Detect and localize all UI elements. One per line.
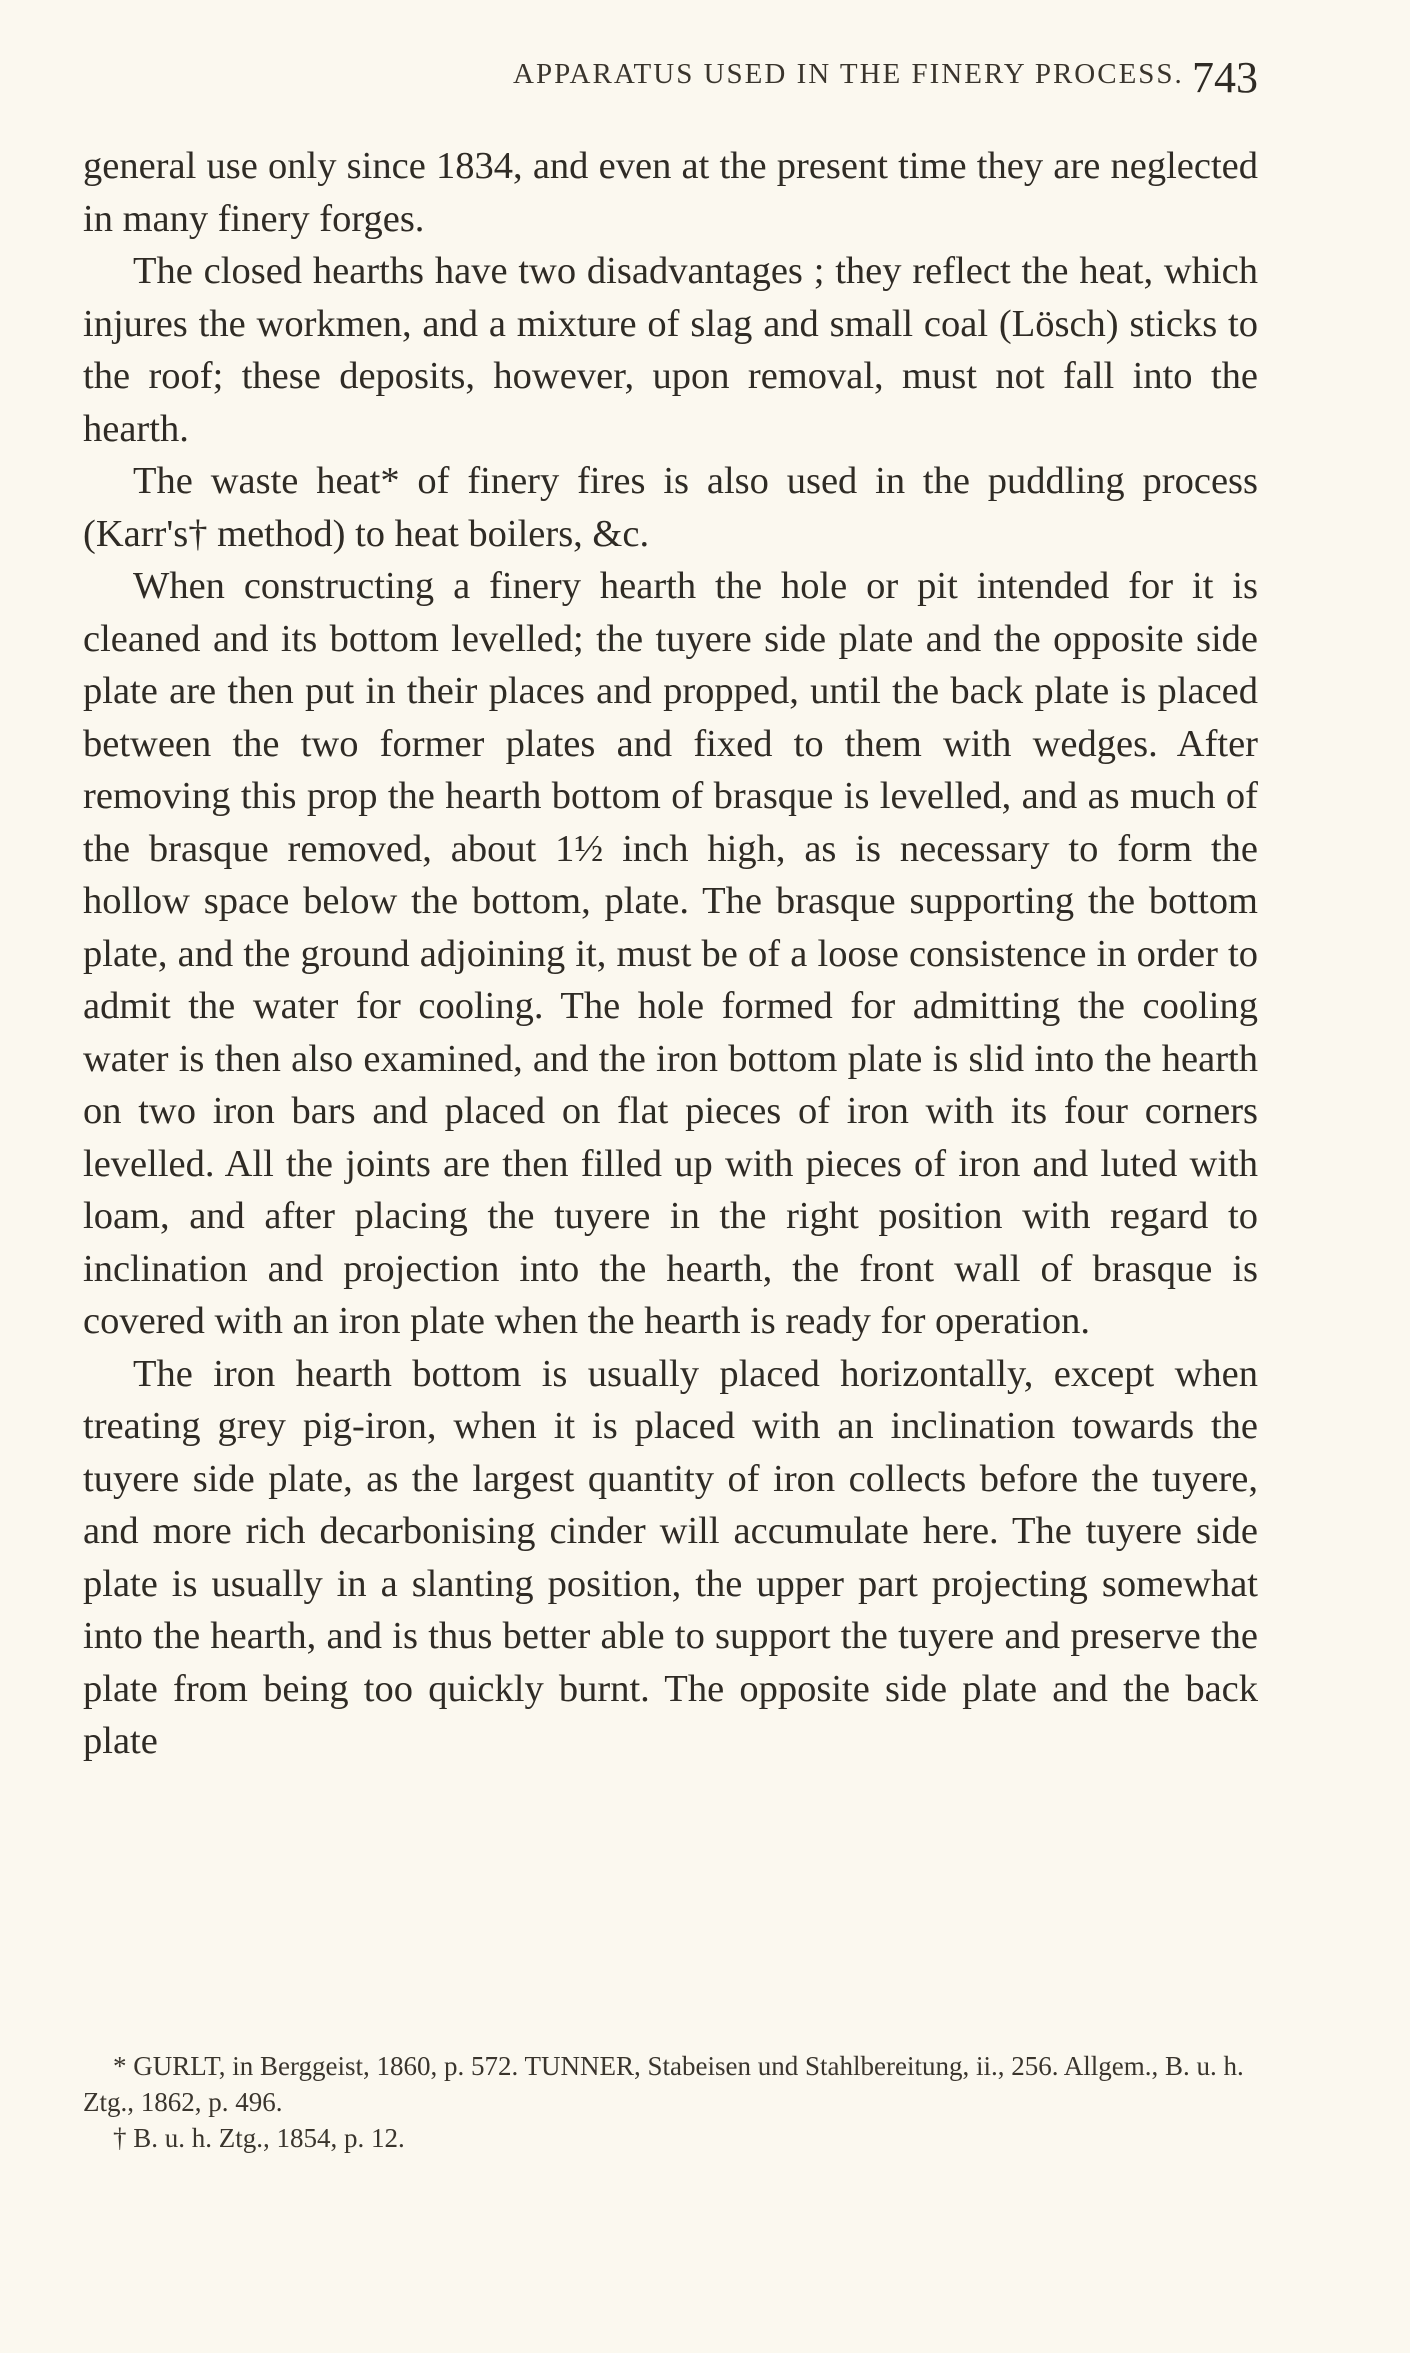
paragraph-closed-hearths: The closed hearths have two disadvantages ; they reflect the heat, which injures the workmen, and a mixture of slag and small coal (Lösch) sticks to the roof; these deposits, however, upon removal, must not fall into the hearth. — [83, 250, 1258, 450]
footnote-asterisk: * GURLT, in Berggeist, 1860, p. 572. TUNNER, Stabeisen und Stahlbereitung, ii., 256. Allgem., B. u. h. Ztg., 1862, p. 496. — [83, 2051, 1244, 2117]
footnote-dagger: † B. u. h. Ztg., 1854, p. 12. — [113, 2123, 405, 2153]
paragraph-waste-heat: The waste heat* of finery fires is also used in the puddling process (Karr's† method) to heat boilers, &c. — [83, 460, 1258, 555]
footnotes — [83, 2048, 1258, 2156]
page-number: 743 — [1192, 53, 1258, 102]
paragraph-constructing-hearth: When constructing a finery hearth the hole or pit intended for it is cleaned and its bottom levelled; the tuyere side plate and the opposite side plate are then put in their places and propped, until the back plate is placed between the two former plates and fixed to them with wedges. After removing this prop the hearth bottom of brasque is levelled, and as much of the brasque removed, about 1½ inch high, as is necessary to form the hollow space below the bottom, plate. The brasque supporting the bottom plate, and the ground adjoining it, must be of a loose consistence in order to admit the water for cooling. The hole formed for admitting the cooling water is then also examined, and the iron bottom plate is slid into the hearth on two iron bars and placed on flat pieces of iron with its four corners levelled. All the joints are then filled up with pieces of iron and luted with loam, and after placing the tuyere in the right position with regard to inclination and projection into the hearth, the front wall of brasque is covered with an iron plate when the hearth is ready for operation. — [83, 565, 1258, 1342]
paragraph-hearth-bottom: The iron hearth bottom is usually placed horizontally, except when treating grey pig-iron, when it is placed with an inclination towards the tuyere side plate, as the largest quantity of iron collects before the tuyere, and more rich decarbonising cinder will accumulate here. The tuyere side plate is usually in a slanting position, the upper part projecting somewhat into the hearth, and is thus better able to support the tuyere and preserve the plate from being too quickly burnt. The opposite side plate and the back plate — [83, 1352, 1258, 1762]
page-header — [83, 52, 1258, 122]
body-text — [83, 140, 1258, 1768]
running-head: APPARATUS USED IN THE FINERY PROCESS. — [513, 58, 1184, 90]
paragraph-continuation: general use only since 1834, and even at the present time they are neglected in many finery forges. — [83, 145, 1258, 240]
